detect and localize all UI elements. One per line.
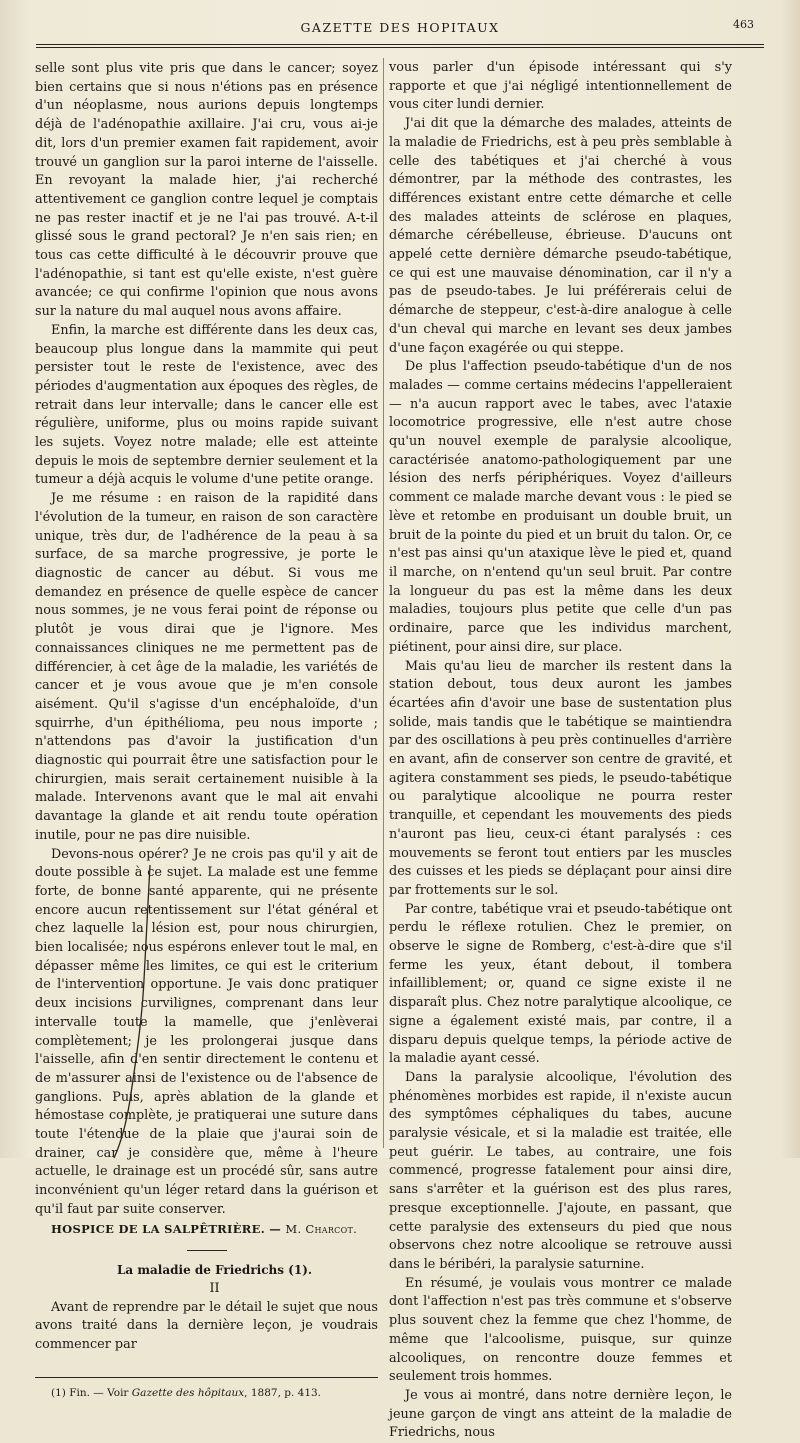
paragraph: Avant de reprendre par le détail le sujet que nous avons traité dans la dernière leçon, je voudrais commencer par (35, 1299, 378, 1353)
section-divider (187, 1250, 227, 1251)
article-title: La maladie de Friedrichs (1). (116, 1263, 313, 1278)
paragraph: En résumé, je voulais vous montrer ce malade dont l'affection n'est pas très commune et s'observe plus souvent chez la femme que chez l'homme, de même que l'alcoolisme, puisque, sur quinze alcooliques, on rencontre douze femmes et seulement trois hommes. (389, 1275, 732, 1385)
lesson-number: II (209, 1281, 220, 1296)
paragraph: Par contre, tabétique vrai et pseudo-tabétique ont perdu le réflexe rotulien. Chez le premier, on observe le signe de Romberg, c'est-à-dire que s'il ferme les yeux, étant debout, il tombera infailliblement; or, quand ce signe existe il ne disparaît plus. Chez notre paralytique alcoolique, ce signe a également existé mais, par contre, il a disparu depuis quelque temps, la période active de la maladie ayant cessé. (389, 901, 732, 1067)
page-number: 463 (733, 18, 754, 31)
running-header (36, 18, 764, 42)
column-divider (383, 58, 384, 1148)
right-column (389, 59, 732, 1443)
paragraph: Enfin, la marche est différente dans les deux cas, beaucoup plus longue dans la mammite qui peut persister tout le reste de l'existence, avec des périodes d'augmentation aux époques des règles, de retrait dans leur intervalle; dans le cancer elle est régulière, uniforme, plus ou moins rapide suivant les sujets. Voyez notre malade; elle est atteinte depuis le mois de septembre dernier seulement et la tumeur a déjà acquis le volume d'une petite orange. (35, 322, 378, 488)
section-author: M. Charcot. (285, 1221, 358, 1236)
paragraph: vous parler d'un épisode intéressant qui s'y rapporte et que j'ai négligé intentionnellement de vous citer lundi dernier. (389, 60, 732, 113)
footnote (35, 1386, 378, 1400)
paragraph: Je me résume : en raison de la rapidité dans l'évolution de la tumeur, en raison de son caractère unique, très dur, de l'adhérence de la peau à sa surface, de sa marche progressive, je porte le diagnostic de cancer au début. Si vous me demandez en présence de quelle espèce de cancer nous sommes, je ne vous ferai point de réponse ou plutôt je vous dirai que je l'ignore. Mes connaissances cliniques ne me permettent pas de différencier, à cet âge de la maladie, les variétés de cancer et je vous avoue que je m'en console aisément. Qu'il s'agisse d'un encéphaloïde, d'un squirrhe, d'un épithélioma, peu nous importe ; n'attendons pas d'avoir la justification d'un diagnostic qui pourrait être une satisfaction pour le chirurgien, mais serait certainement nuisible à la malade. Intervenons avant que le mal ait envahi davantage la glande et ait rendu toute opération inutile, pour ne pas dire nuisible. (35, 491, 378, 843)
footnote-journal: Gazette des hôpitaux (131, 1386, 245, 1399)
left-column (35, 60, 378, 1400)
paragraph: Devons-nous opérer? Je ne crois pas qu'il y ait de doute possible à ce sujet. La malade est une femme forte, de bonne santé apparente, qui ne présente encore aucun retentissement sur l'état général et chez laquelle la lésion est, pour nous chirurgien, bien localisée; nous espérons enlever tout le mal, en dépasser même les limites, ce qui est le criterium de l'intervention opportune. Je vais donc pratiquer deux incisions curvilignes, comprenant dans leur intervalle toute la mamelle, que j'enlèverai complètement; je les prolongerai jusque dans l'aisselle, afin d'en sentir directement le contenu et de m'assurer ainsi de l'existence ou de l'absence de ganglions. Puis, après ablation de la glande et hémostase complète, je pratiquerai une suture dans toute l'étendue de la plaie que j'aurai soin de drainer, car je considère que, même à l'heure actuelle, le drainage est un procédé sûr, sans autre inconvénient qu'un léger retard dans la guérison et qu'il faut par suite conserver. (35, 846, 378, 1217)
section-heading-text: HOSPICE DE LA SALPÊTRIÈRE. — (51, 1221, 286, 1236)
paragraph: J'ai dit que la démarche des malades, atteints de la maladie de Friedrichs, est à peu près semblable à celle des tabétiques et j'ai cherché à vous démontrer, par la méthode des contrastes, les différences existant entre cette démarche et celle des malades atteints de sclérose en plaques, démarche cérébelleuse, ébrieuse. D'aucuns ont appelé cette dernière démarche pseudo-tabétique, ce qui est une mauvaise dénomination, car il n'y a pas de pseudo-tabes. Je lui préférerais celui de démarche de steppeur, c'est-à-dire analogue à celle d'un cheval qui marche en levant ses deux jambes d'une façon exagérée ou qui steppe. (389, 116, 732, 356)
footnote-rule (35, 1377, 378, 1378)
paragraph: De plus l'affection pseudo-tabétique d'un de nos malades — comme certains médecins l'appelleraient — n'a aucun rapport avec le tabes, avec l'ataxie locomotrice progressive, elle n'est autre chose qu'un nouvel exemple de paralysie alcoolique, caractérisée anatomo-pathologiquement par une lésion des nerfs périphériques. Voyez d'ailleurs comment ce malade marche devant vous : le pied se lève et retombe en produisant un double bruit, un bruit de la pointe du pied et un bruit du talon. Or, ce n'est pas ainsi qu'un ataxique lève le pied et, quand il marche, on n'entend qu'un seul bruit. Par contre la longueur du pas est la même dans les deux maladies, toujours plus petite que celle d'un pas ordinaire, parce que les individus marchent, piétinent, pour ainsi dire, sur place. (389, 359, 732, 655)
section-heading (35, 1220, 378, 1239)
pen-mark (100, 860, 160, 1160)
paragraph: Dans la paralysie alcoolique, l'évolution des phénomènes morbides est rapide, il n'existe aucun des symptômes céphaliques du tabes, aucune paralysie vésicale, et si la maladie est traitée, elle peut guérir. Le tabes, au contraire, une fois commencé, progresse fatalement pour ainsi dire, sans s'arrêter et la guérison est des plus rares, presque exceptionnelle. J'ajoute, en passant, que cette paralysie des extenseurs du pied que nous observons chez notre alcoolique se retrouve aussi dans le béribéri, la paralysie saturnine. (389, 1069, 732, 1272)
footnote-suffix: , 1887, p. 413. (244, 1386, 322, 1399)
paragraph: selle sont plus vite pris que dans le cancer; soyez bien certains que si nous n'étions pas en présence d'un néoplasme, nous aurions depuis longtemps déjà de l'adénopathie axillaire. J'ai cru, vous ai-je dit, lors d'un premier examen fait rapidement, avoir trouvé un ganglion sur la paroi interne de l'aisselle. En revoyant la malade hier, j'ai recherché attentivement ce ganglion contre lequel je comptais ne pas rester inactif et je ne l'ai pas trouvé. A-t-il glissé sous le grand pectoral? Je n'en sais rien; en tous cas cette difficulté à le découvrir prouve que l'adénopathie, si tant est qu'elle existe, n'est guère avancée; ce qui confirme l'opinion que nous avons sur la nature du mal auquel nous avons affaire. (35, 61, 378, 320)
journal-title: GAZETTE DES HOPITAUX (300, 20, 500, 35)
header-rule-double (36, 47, 764, 48)
footnote-prefix: (1) Fin. — Voir (51, 1386, 132, 1399)
paragraph: Mais qu'au lieu de marcher ils restent dans la station debout, tous deux auront les jambes écartées afin d'avoir une base de sustentation plus solide, mais tandis que le tabétique se maintiendra par des oscillations à peu près continuelles d'arrière en avant, afin de conserver son centre de gravité, et agitera constamment ses pieds, le pseudo-tabétique ou paralytique alcoolique ne pourra rester tranquille, et cependant les mouvements des pieds n'auront pas lieu, ceux-ci étant paralysés : ces mouvements se feront tout entiers par les muscles des cuisses et les pieds se déplaçant pour ainsi dire par frottements sur le sol. (389, 658, 732, 898)
paragraph: Je vous ai montré, dans notre dernière leçon, le jeune garçon de vingt ans atteint de la maladie de Friedrichs, nous (389, 1387, 732, 1441)
header-rule (36, 44, 764, 45)
